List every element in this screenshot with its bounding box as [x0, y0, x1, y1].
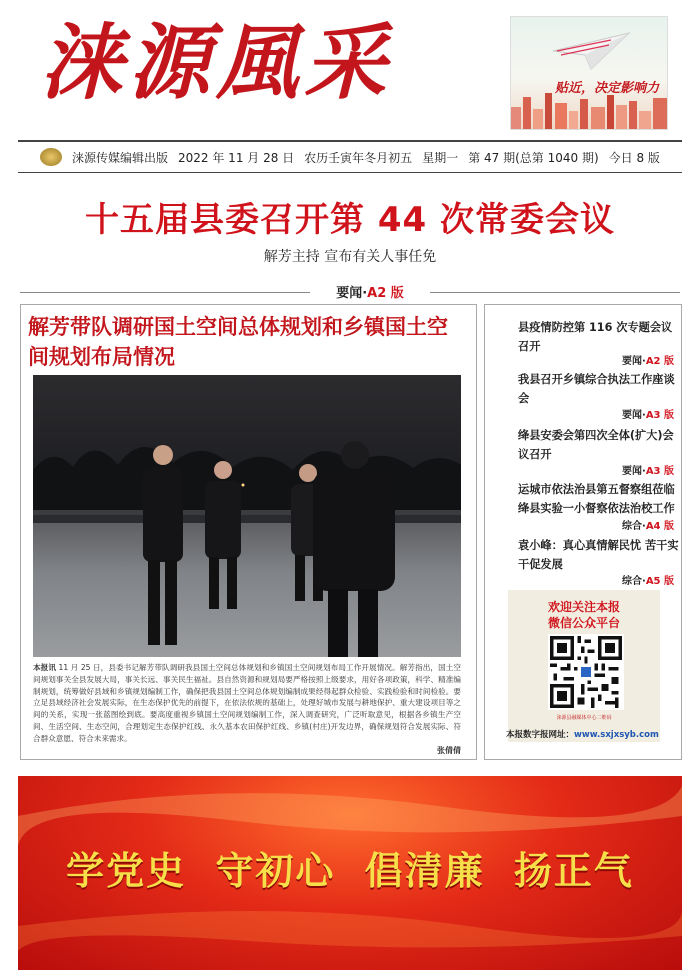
lunar-date: 农历壬寅年冬月初五	[304, 150, 413, 165]
sidebar-item-title[interactable]: 袁小峰：真心真情解民忧 苦干实干促发展	[518, 539, 679, 571]
masthead-title: 涞源風采	[40, 15, 392, 111]
caption-label: 本报讯	[33, 663, 57, 672]
wechat-qr-panel[interactable]	[508, 590, 660, 742]
page-count: 今日 8 版	[608, 150, 660, 165]
publisher: 涞源传媒编辑出版	[72, 150, 169, 165]
digital-edition-line	[506, 728, 676, 740]
sidebar-item-title[interactable]: 我县召开乡镇综合执法工作座谈会	[518, 373, 675, 405]
sidebar-item-title[interactable]: 县疫情防控第 116 次专题会议召开	[518, 321, 673, 353]
main-story-title[interactable]: 解芳带队调研国土空间总体规划和乡镇国土空间规划布局情况	[28, 314, 448, 369]
sidebar-item-title[interactable]: 绛县安委会第四次全体(扩大)会议召开	[518, 429, 674, 461]
author-name: 张倩倩	[437, 745, 461, 755]
sidebar-item-page[interactable]: 要闻·A3 版	[622, 410, 674, 421]
banner-slogan: 贴近，决定影响力	[554, 81, 659, 96]
qr-code-icon[interactable]	[548, 634, 624, 710]
issue-info-bar	[18, 140, 682, 173]
digital-label: 本报数字报网址：	[506, 730, 575, 740]
main-story-photo	[33, 375, 461, 657]
bottom-slogan: 学党史 守初心 倡清廉 扬正气	[66, 849, 634, 893]
bottom-slogan-banner	[18, 776, 682, 970]
divider	[20, 292, 310, 293]
sidebar-item-page[interactable]: 综合·A4 版	[622, 521, 674, 532]
lead-section-link[interactable]	[20, 282, 680, 302]
main-story-caption	[33, 662, 462, 755]
lead-section-label[interactable]: 要闻·A2 版	[310, 282, 430, 301]
wechat-title-line2: 微信公众平台	[547, 616, 620, 630]
qr-note: 涞源县融媒体中心二维码	[556, 715, 612, 721]
sidebar-item-page[interactable]: 要闻·A2 版	[622, 356, 674, 367]
sidebar-item-page[interactable]: 要闻·A3 版	[622, 466, 674, 477]
issue-date: 2022 年 11 月 28 日	[178, 150, 295, 165]
weekday: 星期一	[422, 150, 459, 165]
wechat-title-line1: 欢迎关注本报	[547, 600, 620, 614]
publisher-logo-icon	[40, 148, 62, 166]
caption-text: 11 月 25 日，县委书记解芳带队调研我县国土空间总体规划和乡镇国土空间规划布局工作开展情况。解芳指出，国土空间规划事关全县发展大局，事关长远、事关民生福祉。县自然资源和规划局要严格按照上级要求，用好各项政策，科学、精准编制规划，统筹做好县域和乡镇规划编制工作，确保把我县国土空间总体规划编制成果经得起群众检验、实践检验和时间检验。要立足县域经济社会发展实际，在生态保护优先的前提下，在依法依规的基础上，处理好城市发展与耕地保护、重大建设项目等之间的关系，实现一张蓝图绘到底。要高度重视乡镇国土空间规划编制工作，深入调查研究，广泛听取意见，根据各乡镇生产空间、生活空间、生态空间，合理划定生态保护红线、永久基本农田保护红线、乡镇(村庄)开发边界，确保规划符合发展实际、符合群众意愿、符合未来需求。	[33, 663, 462, 743]
photo-illustration	[33, 375, 461, 657]
lead-subhead: 解芳主持 宣布有关人事任免	[263, 249, 437, 265]
promo-banner	[510, 16, 668, 130]
sidebar-item-title[interactable]: 运城市依法治县第五督察组莅临绛县实验一小督察依法治校工作	[518, 483, 675, 515]
paper-plane-icon	[551, 31, 631, 71]
lead-headline[interactable]: 十五届县委召开第 44 次常委会议	[85, 200, 615, 240]
divider	[430, 292, 680, 293]
digital-url-link[interactable]: www.sxjxsyb.com	[574, 730, 659, 740]
sidebar-item-page[interactable]: 综合·A5 版	[622, 576, 674, 587]
issue-number: 第 47 期(总第 1040 期)	[468, 150, 599, 165]
